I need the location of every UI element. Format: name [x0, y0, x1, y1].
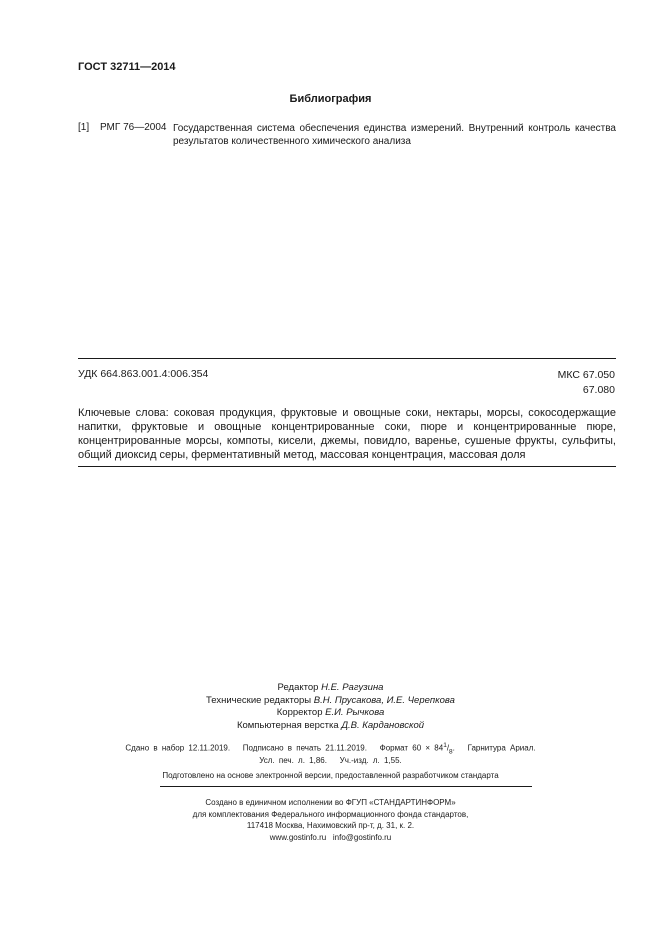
credits-block: [0, 682, 661, 732]
layout-name: Д.В. Кардановской: [341, 719, 425, 731]
print-info-line-2: Усл. печ. л. 1,86. Уч.-изд. л. 1,55.: [259, 756, 402, 765]
publisher-line-1: Создано в единичном исполнении во ФГУП «СТАНДАРТИНФОРМ»: [205, 798, 456, 807]
prepared-note: Подготовлено на основе электронной версии, предоставленной разработчиком стандарта: [162, 771, 499, 780]
keywords: Ключевые слова: соковая продукция, фруктовые и овощные соки, нектары, морсы, сокосодержащие напитки, фруктовые и овощные концентрированные соки, пюре и концентрированные пюре, концентрированные морсы, компоты, кисели, джемы, повидло, варенье, сушеные фрукты, сульфиты, общий диоксид серы, ферментативный метод, массовая концентрация, массовая доля: [78, 407, 616, 461]
mks-code: [558, 368, 615, 398]
document-header: ГОСТ 32711—2014: [78, 61, 176, 73]
publisher-contacts: [0, 832, 661, 844]
footer-divider: [160, 786, 532, 787]
tech-editors-line: Технические редакторы В.Н. Прусакова, И.Е. Черепкова: [206, 694, 455, 706]
keywords-divider: [78, 466, 616, 467]
publisher-block: [0, 797, 661, 843]
publisher-email-link[interactable]: info@gostinfo.ru: [332, 832, 392, 842]
layout-line: Компьютерная верстка Д.В. Кардановской: [236, 719, 425, 731]
corrector-name: Е.И. Рычкова: [325, 707, 385, 718]
top-divider: [78, 358, 616, 359]
mks-line-2: 67.080: [582, 384, 615, 396]
editor-line: Редактор Н.Е. Рагузина: [277, 682, 384, 693]
bibliography-entry-code: РМГ 76—2004: [100, 122, 167, 133]
udk-code: УДК 664.863.001.4:006.354: [78, 368, 209, 380]
publisher-site-link[interactable]: www.gostinfo.ru: [269, 832, 327, 842]
bibliography-entry-number: [1]: [78, 122, 90, 133]
publisher-line-2: для комплектования Федерального информационного фонда стандартов,: [192, 809, 469, 819]
tech-editors-names: В.Н. Прусакова, И.Е. Черепкова: [313, 694, 455, 706]
print-info-line-1: Сдано в набор 12.11.2019. Подписано в печать 21.11.2019. Формат $60 \times 84^1/_8$. Гарнитура Ариал.: [125, 742, 536, 756]
mks-line-1: МКС 67.050: [557, 369, 615, 381]
bibliography-title: Библиография: [289, 93, 372, 105]
editor-name: Н.Е. Рагузина: [321, 682, 384, 693]
publisher-line-3: 117418 Москва, Нахимовский пр-т, д. 31, к. 2.: [246, 821, 415, 830]
bibliography-entry-text: Государственная система обеспечения единства измерений. Внутренний контроль качества результатов количественного химического анализа: [173, 123, 616, 147]
corrector-line: Корректор Е.И. Рычкова: [276, 707, 385, 718]
